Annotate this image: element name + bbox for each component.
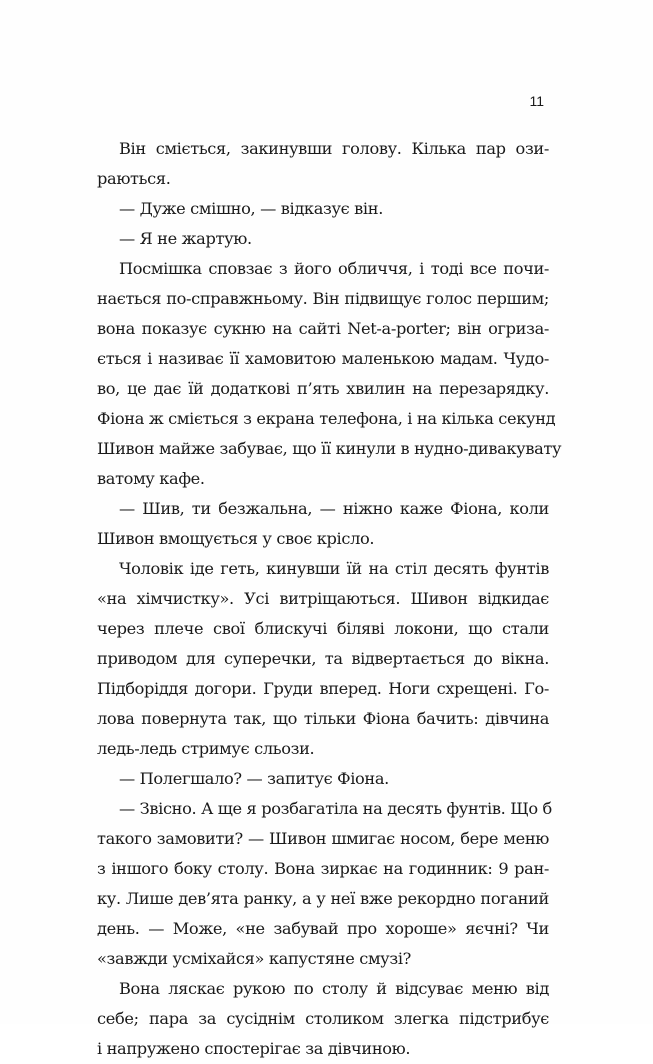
text-line: Підборіддя догори. Груди вперед. Ноги схрещені. Го- [97,679,549,698]
text-line: ледь-ледь стримує сльози. [97,739,315,758]
page-number: 11 [529,93,544,109]
body-text [97,134,562,1064]
text-line: лова повернута так, що тільки Фіона бачить: дівчина [97,709,549,728]
text-line: — Дуже смішно, — відказує він. [119,199,383,218]
text-line: — Я не жартую. [119,229,252,248]
text-line: раються. [97,169,171,188]
text-line: ку. Лише дев’ята ранку, а у неї вже рекордно поганий [97,889,549,908]
text-line: Чоловік іде геть, кинувши їй на стіл десять фунтів [119,559,549,578]
text-line: приводом для суперечки, та відвертається до вікна. [97,649,549,668]
text-line: Шивон вмощується у своє крісло. [97,529,375,548]
text-line: Посмішка сповзає з його обличчя, і тоді все почи- [119,259,549,278]
text-line: ватому кафе. [97,469,205,488]
text-line: «на хімчистку». Усі витріщаються. Шивон відкидає [97,589,549,608]
text-line: ється і називає її хамовитою маленькою мадам. Чудо- [97,349,549,368]
text-line: день. — Може, «не забувай про хороше» яєчні? Чи [97,919,549,938]
text-line: — Шив, ти безжальна, — ніжно каже Фіона, коли [119,499,549,518]
text-line: Шивон майже забуває, що її кинули в нудно-дивакувату [97,439,562,458]
text-line: себе; пара за сусіднім столиком злегка підстрибує [97,1009,549,1028]
text-line: во, це дає їй додаткові п’ять хвилин на перезарядку. [97,379,549,398]
text-line: — Полегшало? — запитує Фіона. [119,769,389,788]
text-line: і напружено спостерігає за дівчиною. [97,1039,411,1058]
text-line: через плече свої блискучі біляві локони, що стали [97,619,549,638]
text-line: Фіона ж сміється з екрана телефона, і на кілька секунд [97,409,556,428]
text-line: «завжди усміхайся» капустяне смузі? [97,949,411,968]
text-line: такого замовити? — Шивон шмигає носом, бере меню [97,829,549,848]
text-line: з іншого боку столу. Вона зиркає на годинник: 9 ран- [97,859,549,878]
text-line: Він сміється, закинувши голову. Кілька пар ози- [119,139,549,158]
text-line: — Звісно. А ще я розбагатіла на десять фунтів. Що б [119,799,552,818]
text-line: вона показує сукню на сайті Net-a-porter; він огриза- [97,319,549,338]
text-line: Вона ляскає рукою по столу й відсуває меню від [119,979,549,998]
text-line: нається по-справжньому. Він підвищує голос першим; [97,289,549,308]
